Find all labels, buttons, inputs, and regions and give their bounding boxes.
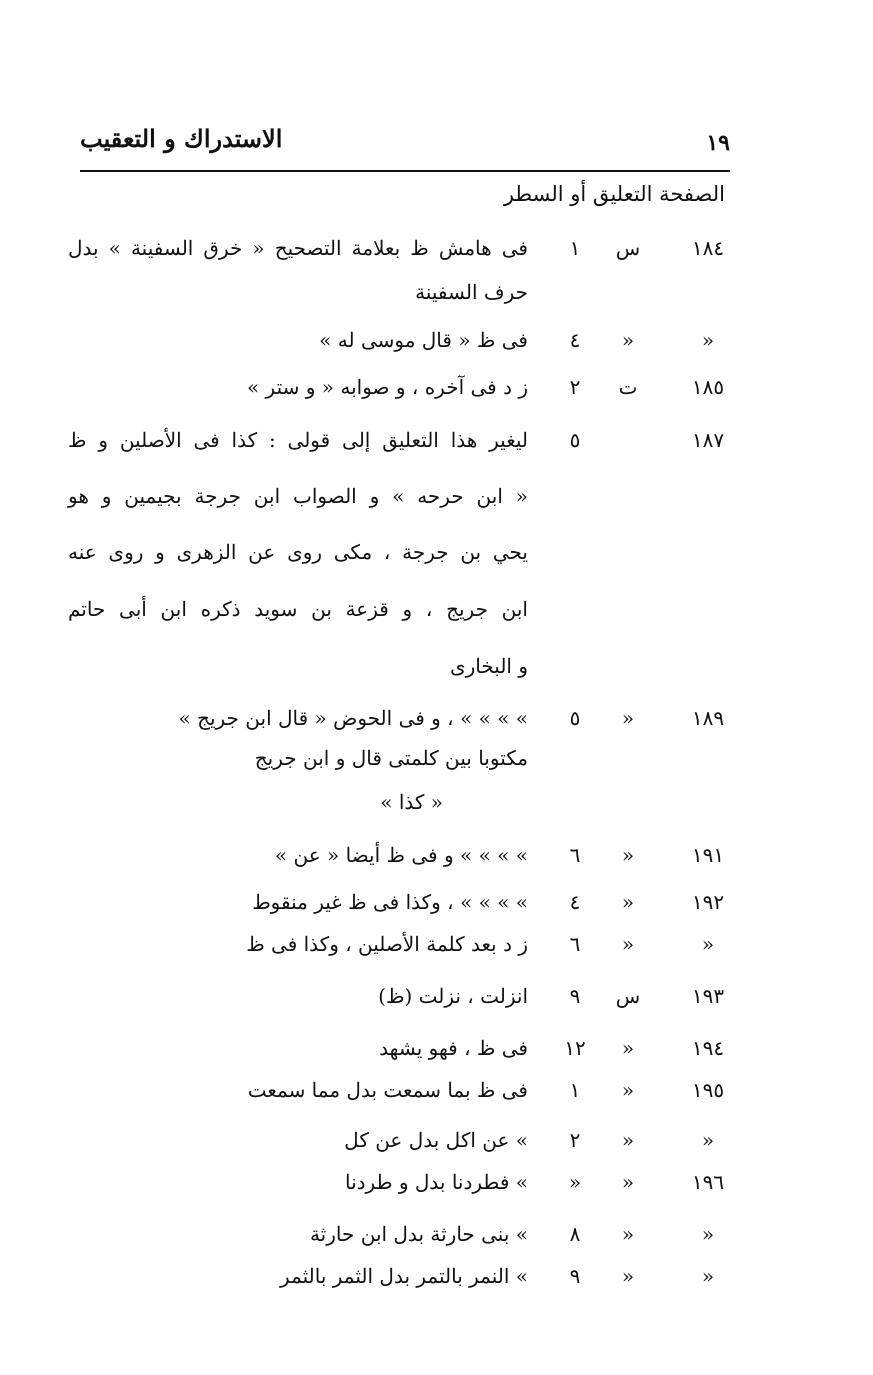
table-row <box>0 236 873 276</box>
page-ref: » <box>701 1264 715 1288</box>
page-ref: ١٩١ <box>691 843 725 867</box>
running-title: الاستدراك و التعقيب <box>80 124 283 153</box>
page-ref: » <box>701 328 715 352</box>
note-continuation: « ابن حرحه » و الصواب ابن جرجة بجيمين و هو <box>68 484 528 508</box>
column-ref: س <box>615 236 641 260</box>
line-ref: ٦ <box>569 843 581 867</box>
note-text: فى ظ ، فهو يشهد <box>379 1036 528 1060</box>
note-text: » » » » و فى ظ أيضا « عن » <box>274 843 528 867</box>
note-text: » عن اكل بدل عن كل <box>344 1128 528 1152</box>
page-ref: » <box>701 932 715 956</box>
page-ref: ١٩٢ <box>691 890 725 914</box>
note-text: » بنى حارثة بدل ابن حارثة <box>309 1222 528 1246</box>
note-text: » » » » ، وكذا فى ظ غير منقوط <box>252 890 528 914</box>
column-ref: » <box>621 1222 635 1246</box>
table-row <box>0 375 873 415</box>
note-continuation: و البخارى <box>449 654 528 678</box>
column-ref: ت <box>618 375 638 399</box>
table-row <box>0 1170 873 1210</box>
header-rule <box>80 170 730 172</box>
column-ref: » <box>621 932 635 956</box>
line-ref: ٨ <box>569 1222 581 1246</box>
column-ref: » <box>621 706 635 730</box>
note-continuation: حرف السفينة <box>415 280 528 304</box>
line-ref: ٤ <box>569 890 581 914</box>
line-ref: ٢ <box>569 375 581 399</box>
page-ref: ١٨٧ <box>691 428 725 452</box>
running-header <box>80 118 730 166</box>
line-ref: ٢ <box>569 1128 581 1152</box>
column-ref: » <box>621 1170 635 1194</box>
line-ref: ٤ <box>569 328 581 352</box>
line-ref: ٥ <box>569 428 581 452</box>
page-number: ١٩ <box>706 130 730 156</box>
table-row <box>0 890 873 930</box>
table-row <box>0 1222 873 1262</box>
note-text: فى ظ « قال موسى له » <box>319 328 528 352</box>
note-continuation: ابن جريج ، و قزعة بن سويد ذكره ابن أبى حاتم <box>68 597 528 621</box>
note-text: » فطردنا بدل و طردنا <box>344 1170 528 1194</box>
table-row <box>0 984 873 1024</box>
line-ref: ١٢ <box>564 1036 586 1060</box>
column-ref: » <box>621 1078 635 1102</box>
table-row <box>0 1078 873 1118</box>
line-ref: » <box>568 1170 582 1194</box>
note-text: ز د فى آخره ، و صوابه « و ستر » <box>246 375 528 399</box>
table-row <box>0 932 873 972</box>
note-text: » » » » ، و فى الحوض « قال ابن جريج » <box>178 706 528 730</box>
table-row <box>0 1128 873 1168</box>
page-ref: ١٩٤ <box>691 1036 725 1060</box>
table-row <box>0 706 873 746</box>
page-ref: » <box>701 1128 715 1152</box>
column-ref: س <box>615 984 641 1008</box>
note-continuation: « كذا » <box>380 790 443 814</box>
page-ref: ١٩٥ <box>691 1078 725 1102</box>
column-ref: » <box>621 1036 635 1060</box>
note-text: فى هامش ظ بعلامة التصحيح « خرق السفينة » بدل <box>68 236 528 260</box>
column-ref: » <box>621 843 635 867</box>
page-ref: ١٨٩ <box>691 706 725 730</box>
note-text: » النمر بالتمر بدل الثمر بالثمر <box>280 1264 528 1288</box>
note-continuation: مكتوبا بين كلمتى قال و ابن جريج <box>254 746 528 770</box>
table-row <box>0 1264 873 1304</box>
page-ref: ١٩٣ <box>691 984 725 1008</box>
column-ref: » <box>621 1128 635 1152</box>
note-text: ز د بعد كلمة الأصلين ، وكذا فى ظ <box>246 932 528 956</box>
note-text: انزلت ، نزلت (ظ) <box>378 984 528 1008</box>
page-ref: » <box>701 1222 715 1246</box>
column-header: الصفحة التعليق أو السطر <box>503 182 725 206</box>
line-ref: ٥ <box>569 706 581 730</box>
table-row <box>0 1036 873 1076</box>
note-text: ليغير هذا التعليق إلى قولى : كذا فى الأصلين و ظ <box>68 428 528 452</box>
line-ref: ١ <box>569 236 581 260</box>
table-row <box>0 328 873 368</box>
page-ref: ١٨٥ <box>691 375 725 399</box>
page-ref: ١٨٤ <box>691 236 725 260</box>
note-continuation: يحي بن جرجة ، مكى روى عن الزهرى و روى عنه <box>68 540 528 564</box>
column-ref: » <box>621 890 635 914</box>
line-ref: ٩ <box>569 984 581 1008</box>
table-row <box>0 843 873 883</box>
line-ref: ٦ <box>569 932 581 956</box>
line-ref: ١ <box>569 1078 581 1102</box>
column-ref: » <box>621 1264 635 1288</box>
line-ref: ٩ <box>569 1264 581 1288</box>
column-ref: » <box>621 328 635 352</box>
note-text: فى ظ بما سمعت بدل مما سمعت <box>247 1078 528 1102</box>
table-row <box>0 428 873 468</box>
page-ref: ١٩٦ <box>691 1170 725 1194</box>
